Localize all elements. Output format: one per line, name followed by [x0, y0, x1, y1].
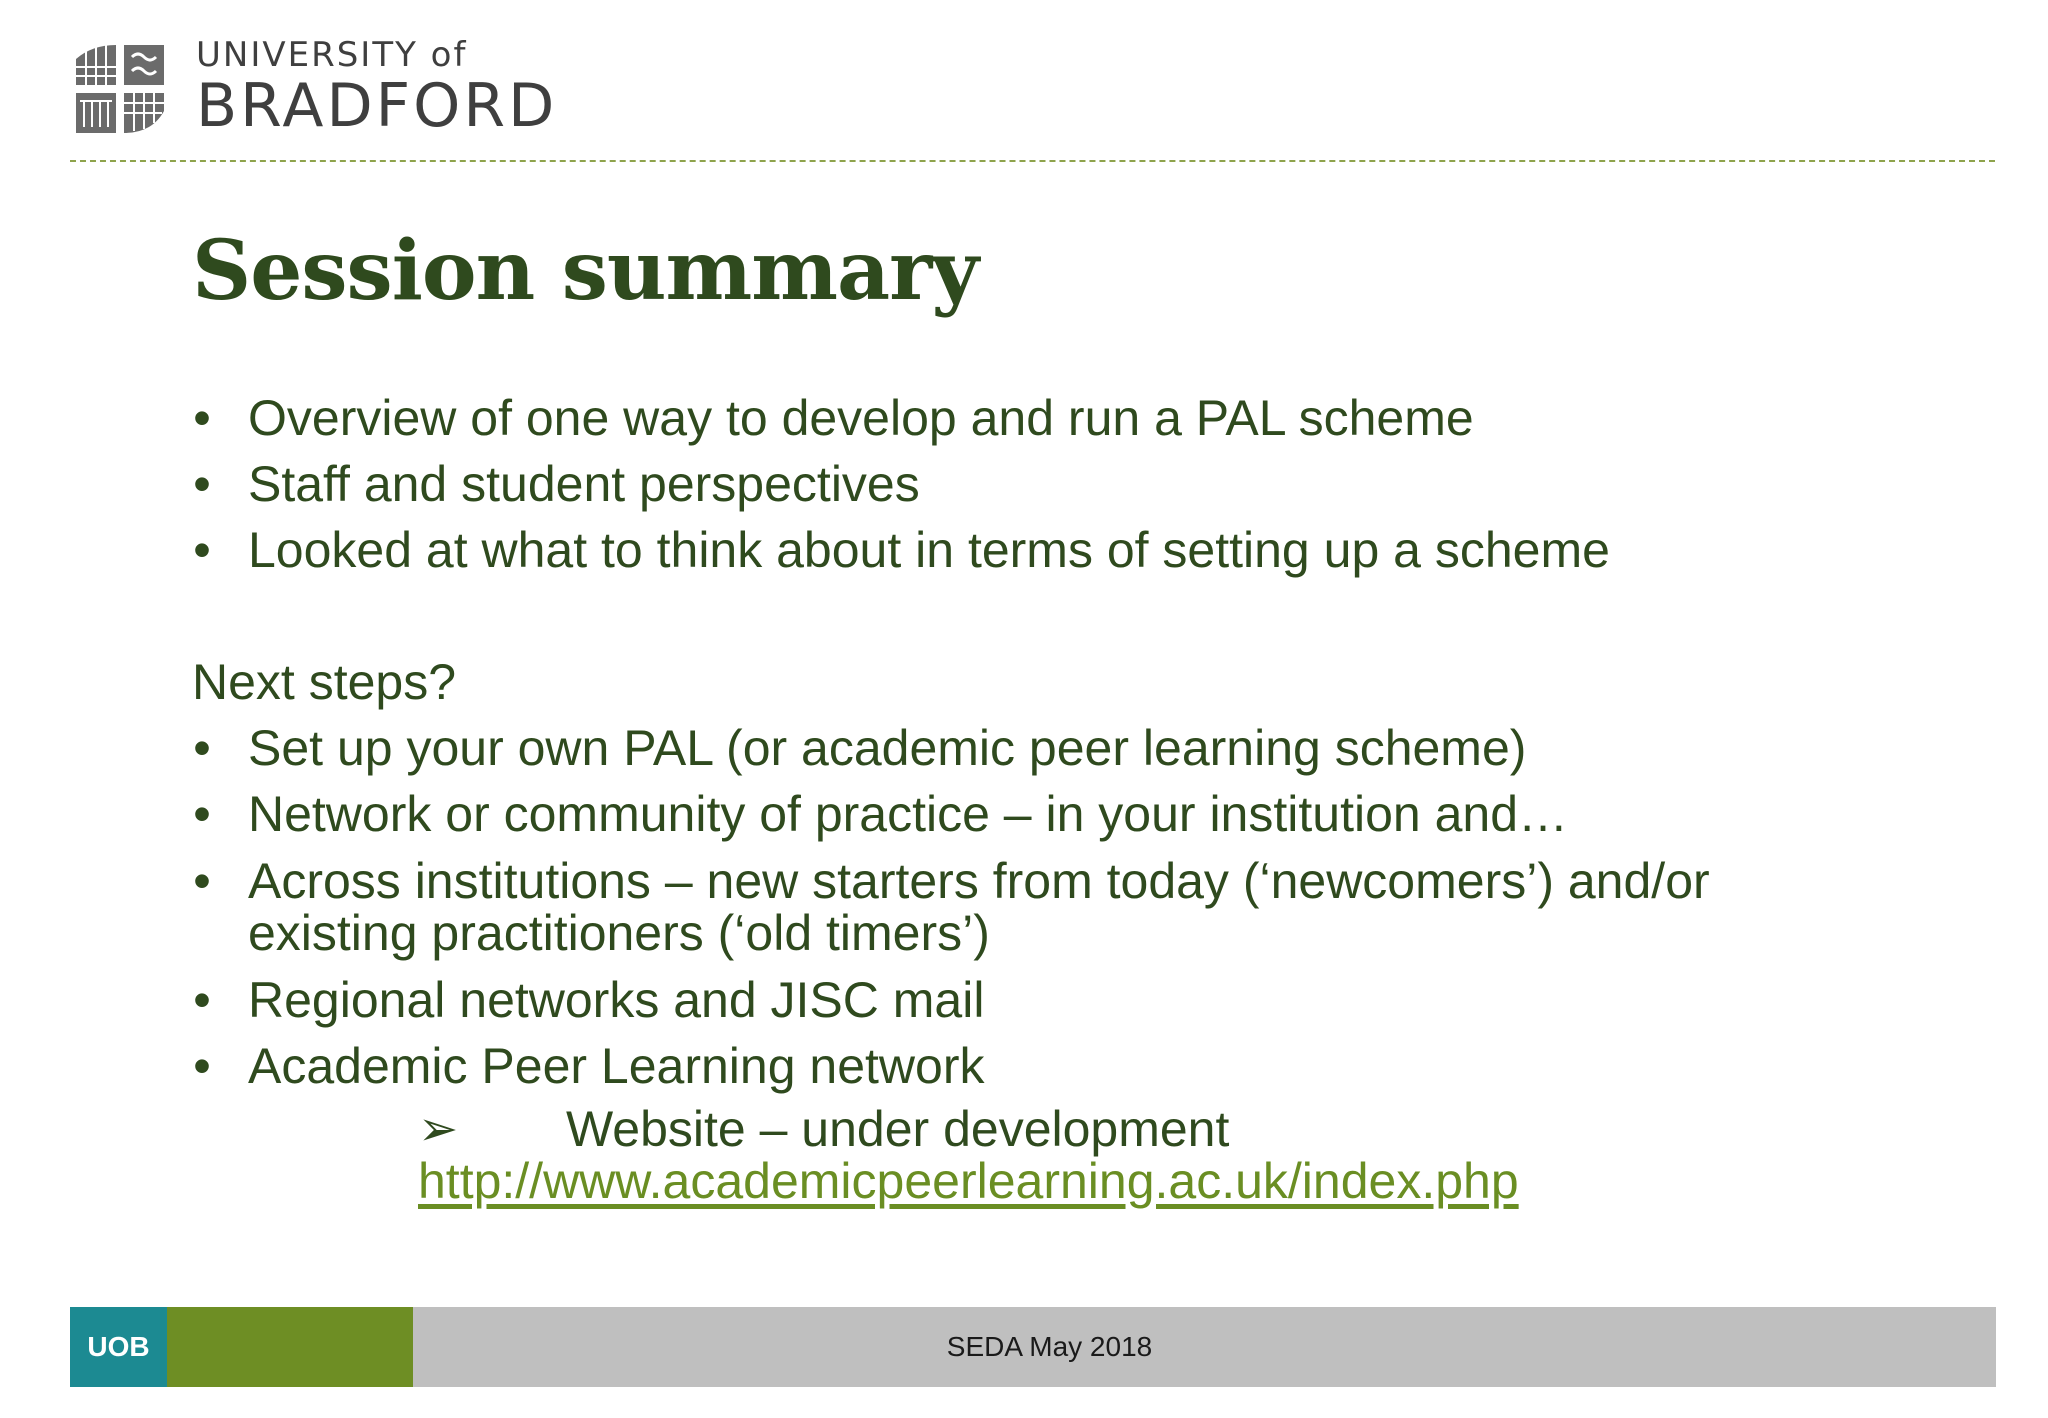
list-item-text: Across institutions – new starters from today (‘newcomers’) and/or existing practitioners (‘old timers’): [248, 853, 1710, 961]
university-logo: [72, 35, 558, 141]
list-item-text: Looked at what to think about in terms of setting up a scheme: [248, 522, 1610, 578]
website-link[interactable]: http://www.academicpeerlearning.ac.uk/index.php: [418, 1153, 1519, 1209]
list-item-text: Staff and student perspectives: [248, 456, 920, 512]
university-crest-icon: [72, 41, 168, 137]
list-item-text: Set up your own PAL (or academic peer learning scheme): [248, 720, 1527, 776]
list-item: [192, 967, 1892, 1033]
list-item-text: Regional networks and JISC mail: [248, 972, 985, 1028]
next-steps-heading: Next steps?: [192, 654, 457, 710]
logo-wordmark: [196, 35, 558, 141]
summary-list: [192, 385, 1892, 583]
footer-event-text: SEDA May 2018: [413, 1307, 1996, 1387]
list-item-text: Network or community of practice – in your institution and…: [248, 786, 1568, 842]
arrow-bullet-icon: ➢: [418, 1101, 459, 1157]
bullet-icon: •: [193, 853, 211, 909]
list-item: [192, 715, 1892, 781]
website-sub-row: [418, 1103, 1892, 1155]
logo-university-of: UNIVERSITY of: [196, 35, 468, 75]
slide-title: Session summary: [192, 223, 979, 319]
slide-body: [192, 385, 1892, 1207]
list-item: [192, 451, 1892, 517]
next-steps-list: [192, 715, 1892, 1099]
list-item: [192, 1033, 1892, 1099]
bullet-icon: •: [193, 390, 211, 446]
bullet-icon: •: [193, 786, 211, 842]
slide-footer: [70, 1307, 1996, 1387]
bullet-icon: •: [193, 720, 211, 776]
footer-green-block: [167, 1307, 413, 1387]
list-item: [192, 781, 1892, 847]
website-status-text: Website – under development: [566, 1101, 1230, 1157]
spacer: [192, 583, 1892, 649]
website-sub-item: [418, 1099, 1892, 1207]
footer-uob-label: UOB: [70, 1307, 167, 1387]
list-item: [192, 517, 1892, 583]
bullet-icon: •: [193, 456, 211, 512]
bullet-icon: •: [193, 522, 211, 578]
bullet-icon: •: [193, 1038, 211, 1094]
logo-bradford: BRADFORD: [196, 71, 558, 141]
header-divider: [70, 160, 1995, 162]
list-item: [192, 847, 1892, 967]
list-item: [192, 385, 1892, 451]
bullet-icon: •: [193, 972, 211, 1028]
list-item-text: Overview of one way to develop and run a PAL scheme: [248, 390, 1474, 446]
list-item-text: Academic Peer Learning network: [248, 1038, 985, 1094]
